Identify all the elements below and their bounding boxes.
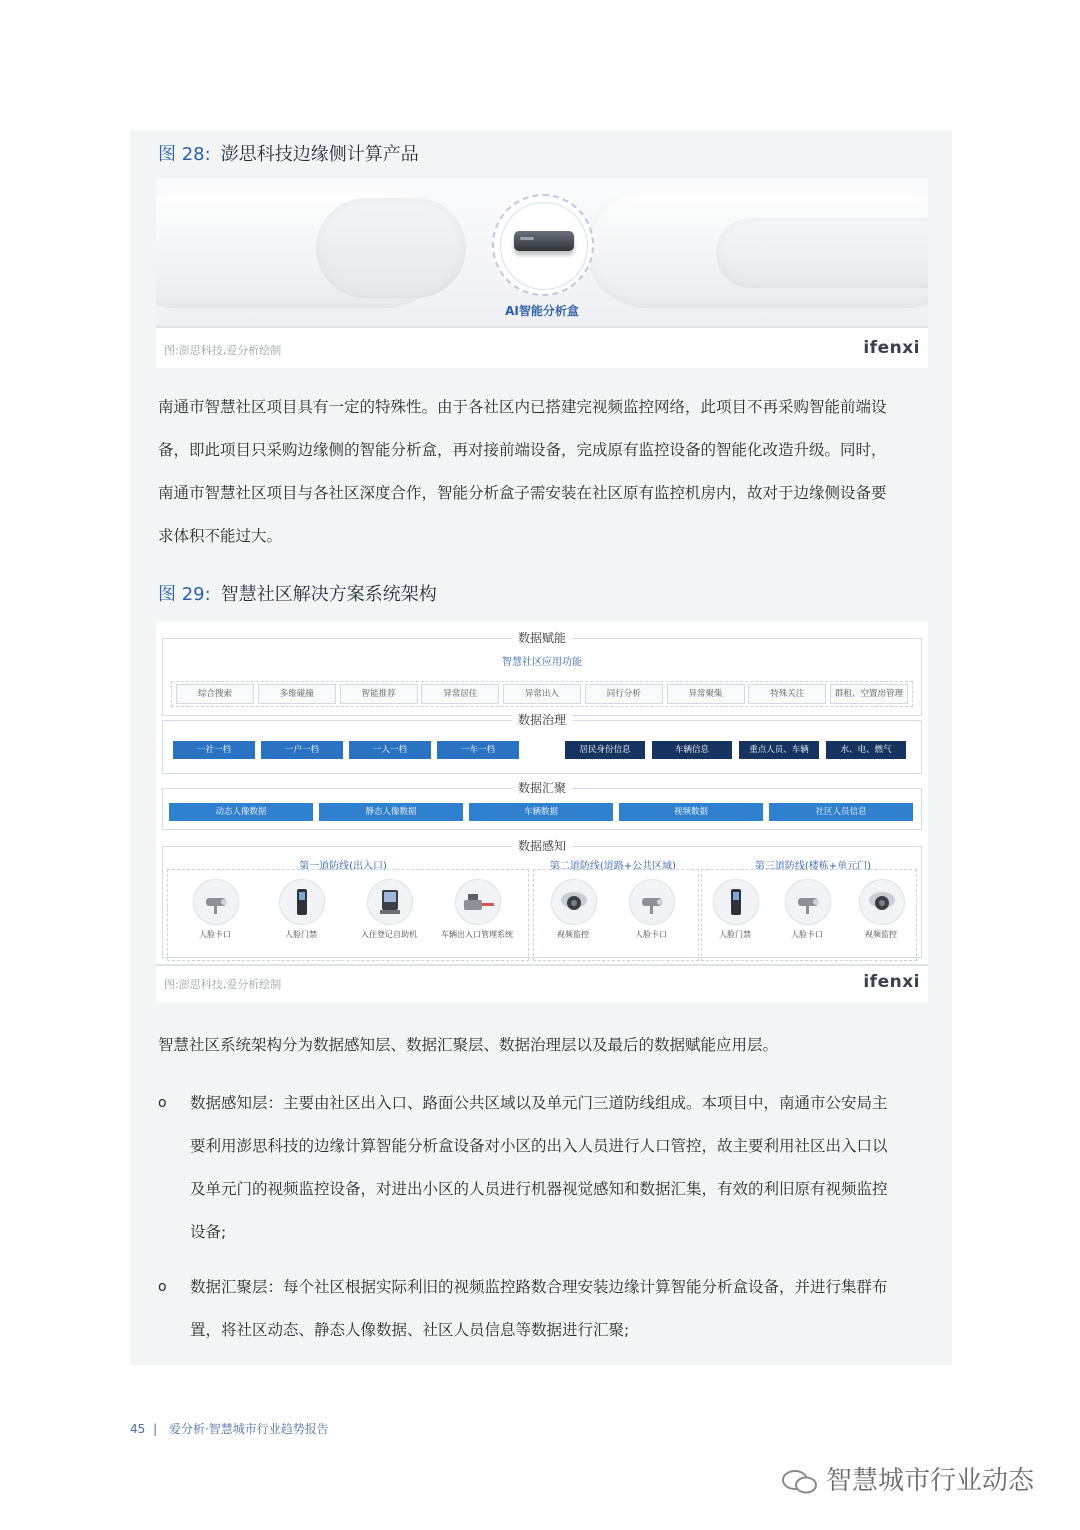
device-label: 人脸卡口	[199, 930, 231, 939]
self-checkin-kiosk-icon	[367, 879, 413, 925]
device-ring	[492, 194, 594, 296]
figure-source: 图:澎思科技,爱分析绘制	[164, 344, 282, 357]
figure-caption: 澎思科技边缘侧计算产品	[220, 144, 419, 165]
figure-28	[156, 178, 928, 368]
figure-29	[156, 622, 928, 1002]
figure-29-title	[158, 580, 437, 606]
layer-perception	[162, 839, 922, 958]
device-label: 人脸卡口	[791, 930, 823, 939]
governance-item: 一户一档	[261, 741, 343, 759]
device-label: 人脸门禁	[285, 930, 317, 939]
function-row	[171, 681, 913, 707]
analysis-box-icon	[514, 231, 574, 251]
figure-number: 图 28:	[158, 144, 211, 165]
paragraph-2: 智慧社区系统架构分为数据感知层、数据汇聚层、数据治理层以及最后的数据赋能应用层。	[158, 1036, 779, 1054]
wechat-icon	[780, 1468, 820, 1496]
defense-line-title: 第二道防线(道路+公共区域)	[549, 861, 677, 872]
text-line: 备，即此项目只采购边缘侧的智能分析盒，再对接前端设备，完成原有监控设备的智能化改造升级。同时，	[158, 441, 887, 459]
dome-camera-icon	[859, 879, 905, 925]
ifenxi-logo: ifenxi	[863, 338, 920, 358]
governance-item: 水、电、燃气	[826, 741, 906, 759]
device-label: 入住登记自助机	[361, 930, 417, 939]
device-label: 视频监控	[557, 930, 589, 939]
paragraph-1	[158, 386, 928, 558]
bullet-mark: o	[158, 1095, 167, 1111]
face-access-gate-icon	[713, 879, 759, 925]
text-line: 要利用澎思科技的边缘计算智能分析盒设备对小区的出入人员进行人口管控，故主要利用社区出入口以	[190, 1137, 888, 1155]
layer-title: 数据感知	[512, 839, 572, 853]
governance-item: 车辆信息	[652, 741, 732, 759]
function-item: 异常出入	[503, 684, 581, 704]
function-item: 群租、空置房管理	[830, 684, 908, 704]
aggregation-item: 视频数据	[619, 803, 763, 821]
watermark	[780, 1460, 1034, 1497]
watermark-text: 智慧城市行业动态	[826, 1466, 1035, 1496]
report-title: 爱分析·智慧城市行业趋势报告	[168, 1422, 329, 1436]
defense-line-title: 第三道防线(楼栋+单元门)	[754, 861, 872, 872]
device-label: 车辆出入口管理系统	[441, 930, 513, 939]
function-item: 异常聚集	[667, 684, 745, 704]
device-label: 人脸门禁	[719, 930, 751, 939]
function-item: 特殊关注	[748, 684, 826, 704]
face-checkpoint-icon	[785, 879, 831, 925]
figure-number: 图 29:	[158, 584, 211, 605]
face-access-gate-icon	[279, 879, 325, 925]
function-item: 同行分析	[585, 684, 663, 704]
page-number: 45	[130, 1422, 146, 1436]
layer-title: 数据治理	[512, 713, 572, 727]
figure-source: 图:澎思科技,爱分析绘制	[164, 978, 282, 991]
ifenxi-logo: ifenxi	[863, 972, 920, 992]
text-line: 置，将社区动态、静态人像数据、社区人员信息等数据进行汇聚;	[190, 1321, 630, 1339]
text-line: 设备;	[190, 1223, 227, 1241]
governance-item: 重点人员、车辆	[739, 741, 819, 759]
text-line: 及单元门的视频监控设备，对进出小区的人员进行机器视觉感知和数据汇集，有效的利旧原有视频监控	[190, 1180, 888, 1198]
governance-item: 一车一档	[437, 741, 519, 759]
product-image	[156, 178, 928, 326]
text-line: 数据汇聚层：每个社区根据实际利旧的视频监控路数合理安装边缘计算智能分析盒设备，并进行集群布	[190, 1278, 888, 1296]
face-checkpoint-icon	[193, 879, 239, 925]
layer-subtitle: 智慧社区应用功能	[502, 657, 582, 668]
vehicle-gate-icon	[455, 879, 501, 925]
text-line: 南通市智慧社区项目与各社区深度合作，智能分析盒子需安装在社区原有监控机房内，故对于边缘侧设备要	[158, 484, 887, 502]
text-line: 数据感知层：主要由社区出入口、路面公共区域以及单元门三道防线组成。本项目中，南通市公安局主	[190, 1094, 888, 1112]
bullet-item	[158, 1082, 928, 1254]
governance-item: 一人一档	[349, 741, 431, 759]
device-label: 人脸卡口	[635, 930, 667, 939]
device-label: AI智能分析盒	[505, 304, 579, 318]
text-line: 求体积不能过大。	[158, 527, 283, 545]
function-item: 综合搜索	[176, 684, 254, 704]
defense-line-title: 第一道防线(出入口)	[299, 861, 387, 872]
face-checkpoint-icon	[629, 879, 675, 925]
governance-item: 一社一档	[173, 741, 255, 759]
layer-empower	[162, 631, 922, 716]
device-label: 视频监控	[865, 930, 897, 939]
bullet-mark: o	[158, 1279, 167, 1295]
page-footer	[130, 1420, 329, 1437]
layer-title: 数据汇聚	[512, 781, 572, 795]
footer-divider: |	[153, 1422, 158, 1436]
layer-aggregation	[162, 781, 922, 830]
function-item: 智能推荐	[340, 684, 418, 704]
aggregation-item: 静态人像数据	[319, 803, 463, 821]
layer-governance	[162, 713, 922, 774]
governance-item: 居民身份信息	[565, 741, 645, 759]
bullet-item	[158, 1266, 928, 1352]
aggregation-item: 社区人员信息	[769, 803, 913, 821]
function-item: 异常居住	[421, 684, 499, 704]
aggregation-item: 动态人像数据	[169, 803, 313, 821]
figure-28-title	[158, 140, 419, 166]
function-item: 多维碰撞	[258, 684, 336, 704]
text-line: 南通市智慧社区项目具有一定的特殊性。由于各社区内已搭建完视频监控网络，此项目不再采购智能前端设	[158, 398, 887, 416]
layer-title: 数据赋能	[512, 631, 572, 645]
figure-caption: 智慧社区解决方案系统架构	[220, 584, 437, 605]
aggregation-item: 车辆数据	[469, 803, 613, 821]
dome-camera-icon	[551, 879, 597, 925]
